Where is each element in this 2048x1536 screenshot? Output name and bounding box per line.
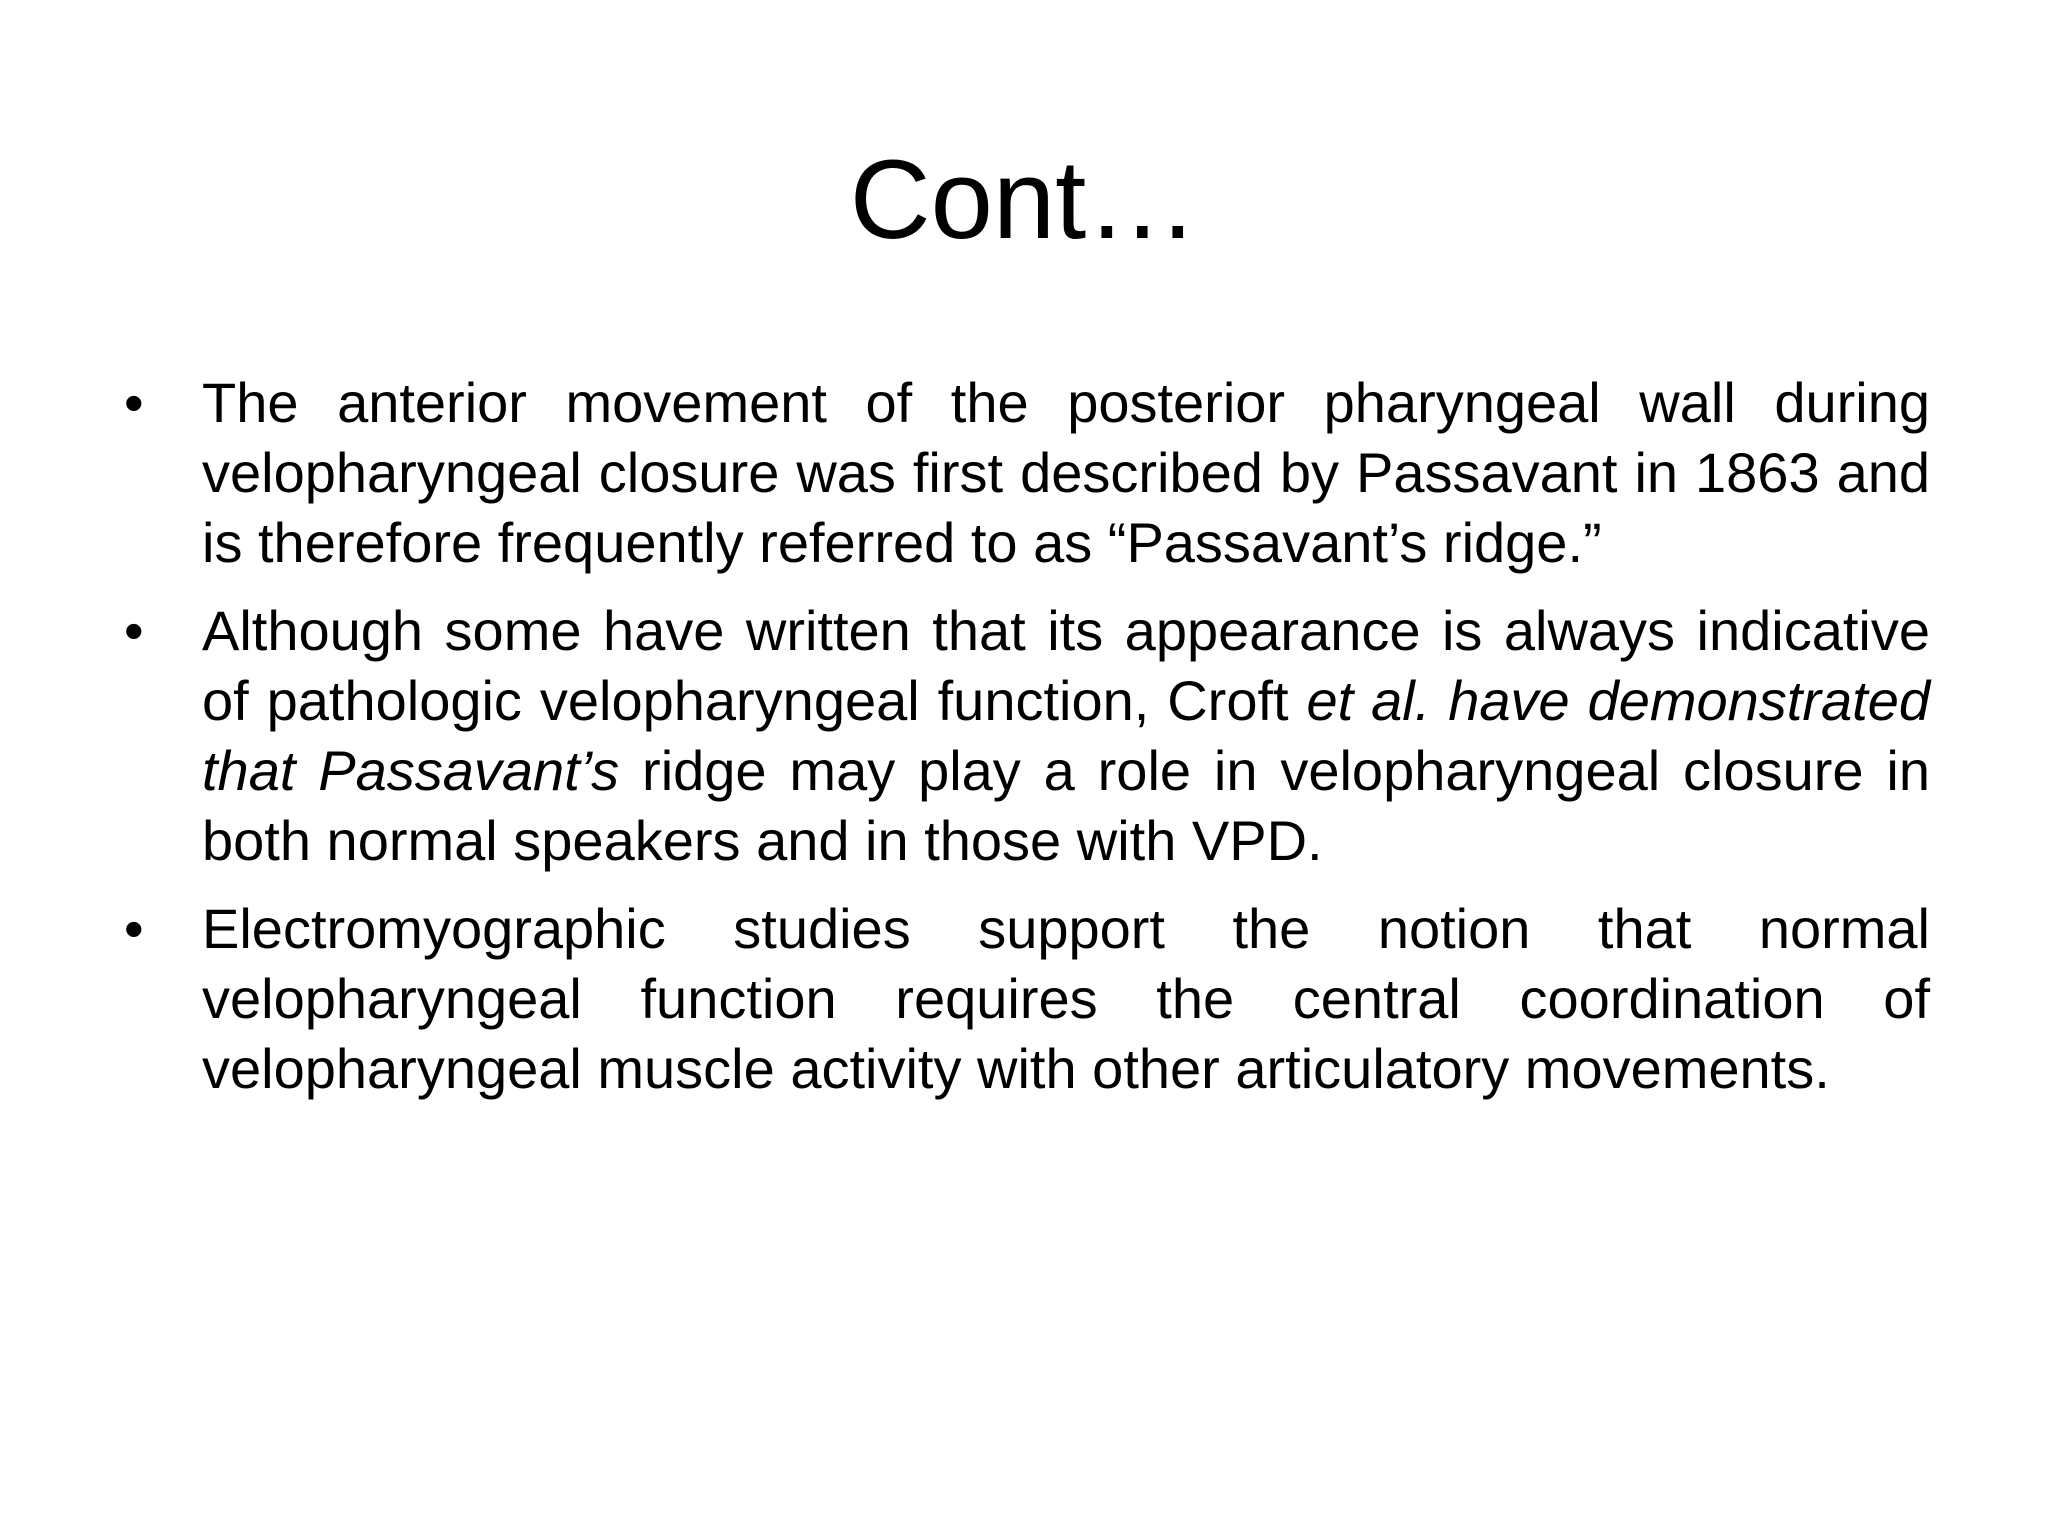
bullet-dot-icon: • bbox=[124, 897, 144, 960]
bullet-text: Electromyographic studies support the notion that normal velopharyngeal function requires the central coordination of velopharyngeal muscle activity with other articulatory movements. bbox=[202, 897, 1930, 1100]
bullet-item-electromyographic bbox=[118, 894, 1930, 1104]
bullet-dot-icon: • bbox=[124, 599, 144, 662]
slide-title: Cont… bbox=[849, 137, 1199, 262]
bullet-text: The anterior movement of the posterior pharyngeal wall during velopharyngeal closure was first described by Passavant in 1863 and is therefore frequently referred to as “Passavant’s ridge.” bbox=[202, 371, 1930, 574]
bullet-item-croft bbox=[118, 596, 1930, 876]
bullet-dot-icon: • bbox=[124, 371, 144, 434]
bullet-item-passavant bbox=[118, 368, 1930, 578]
bullet-list bbox=[118, 368, 1930, 1122]
bullet-text-end: ridge may play a role in velopharyngeal closure in both normal speakers and in those with VPD. bbox=[202, 739, 1930, 872]
bullet-text-italic: et al. have demonstrated that Passavant’s bbox=[202, 669, 1930, 802]
bullet-text-start: Although some have written that its appearance is always indicative of pathologic velopharyngeal function, Croft bbox=[202, 599, 1930, 732]
